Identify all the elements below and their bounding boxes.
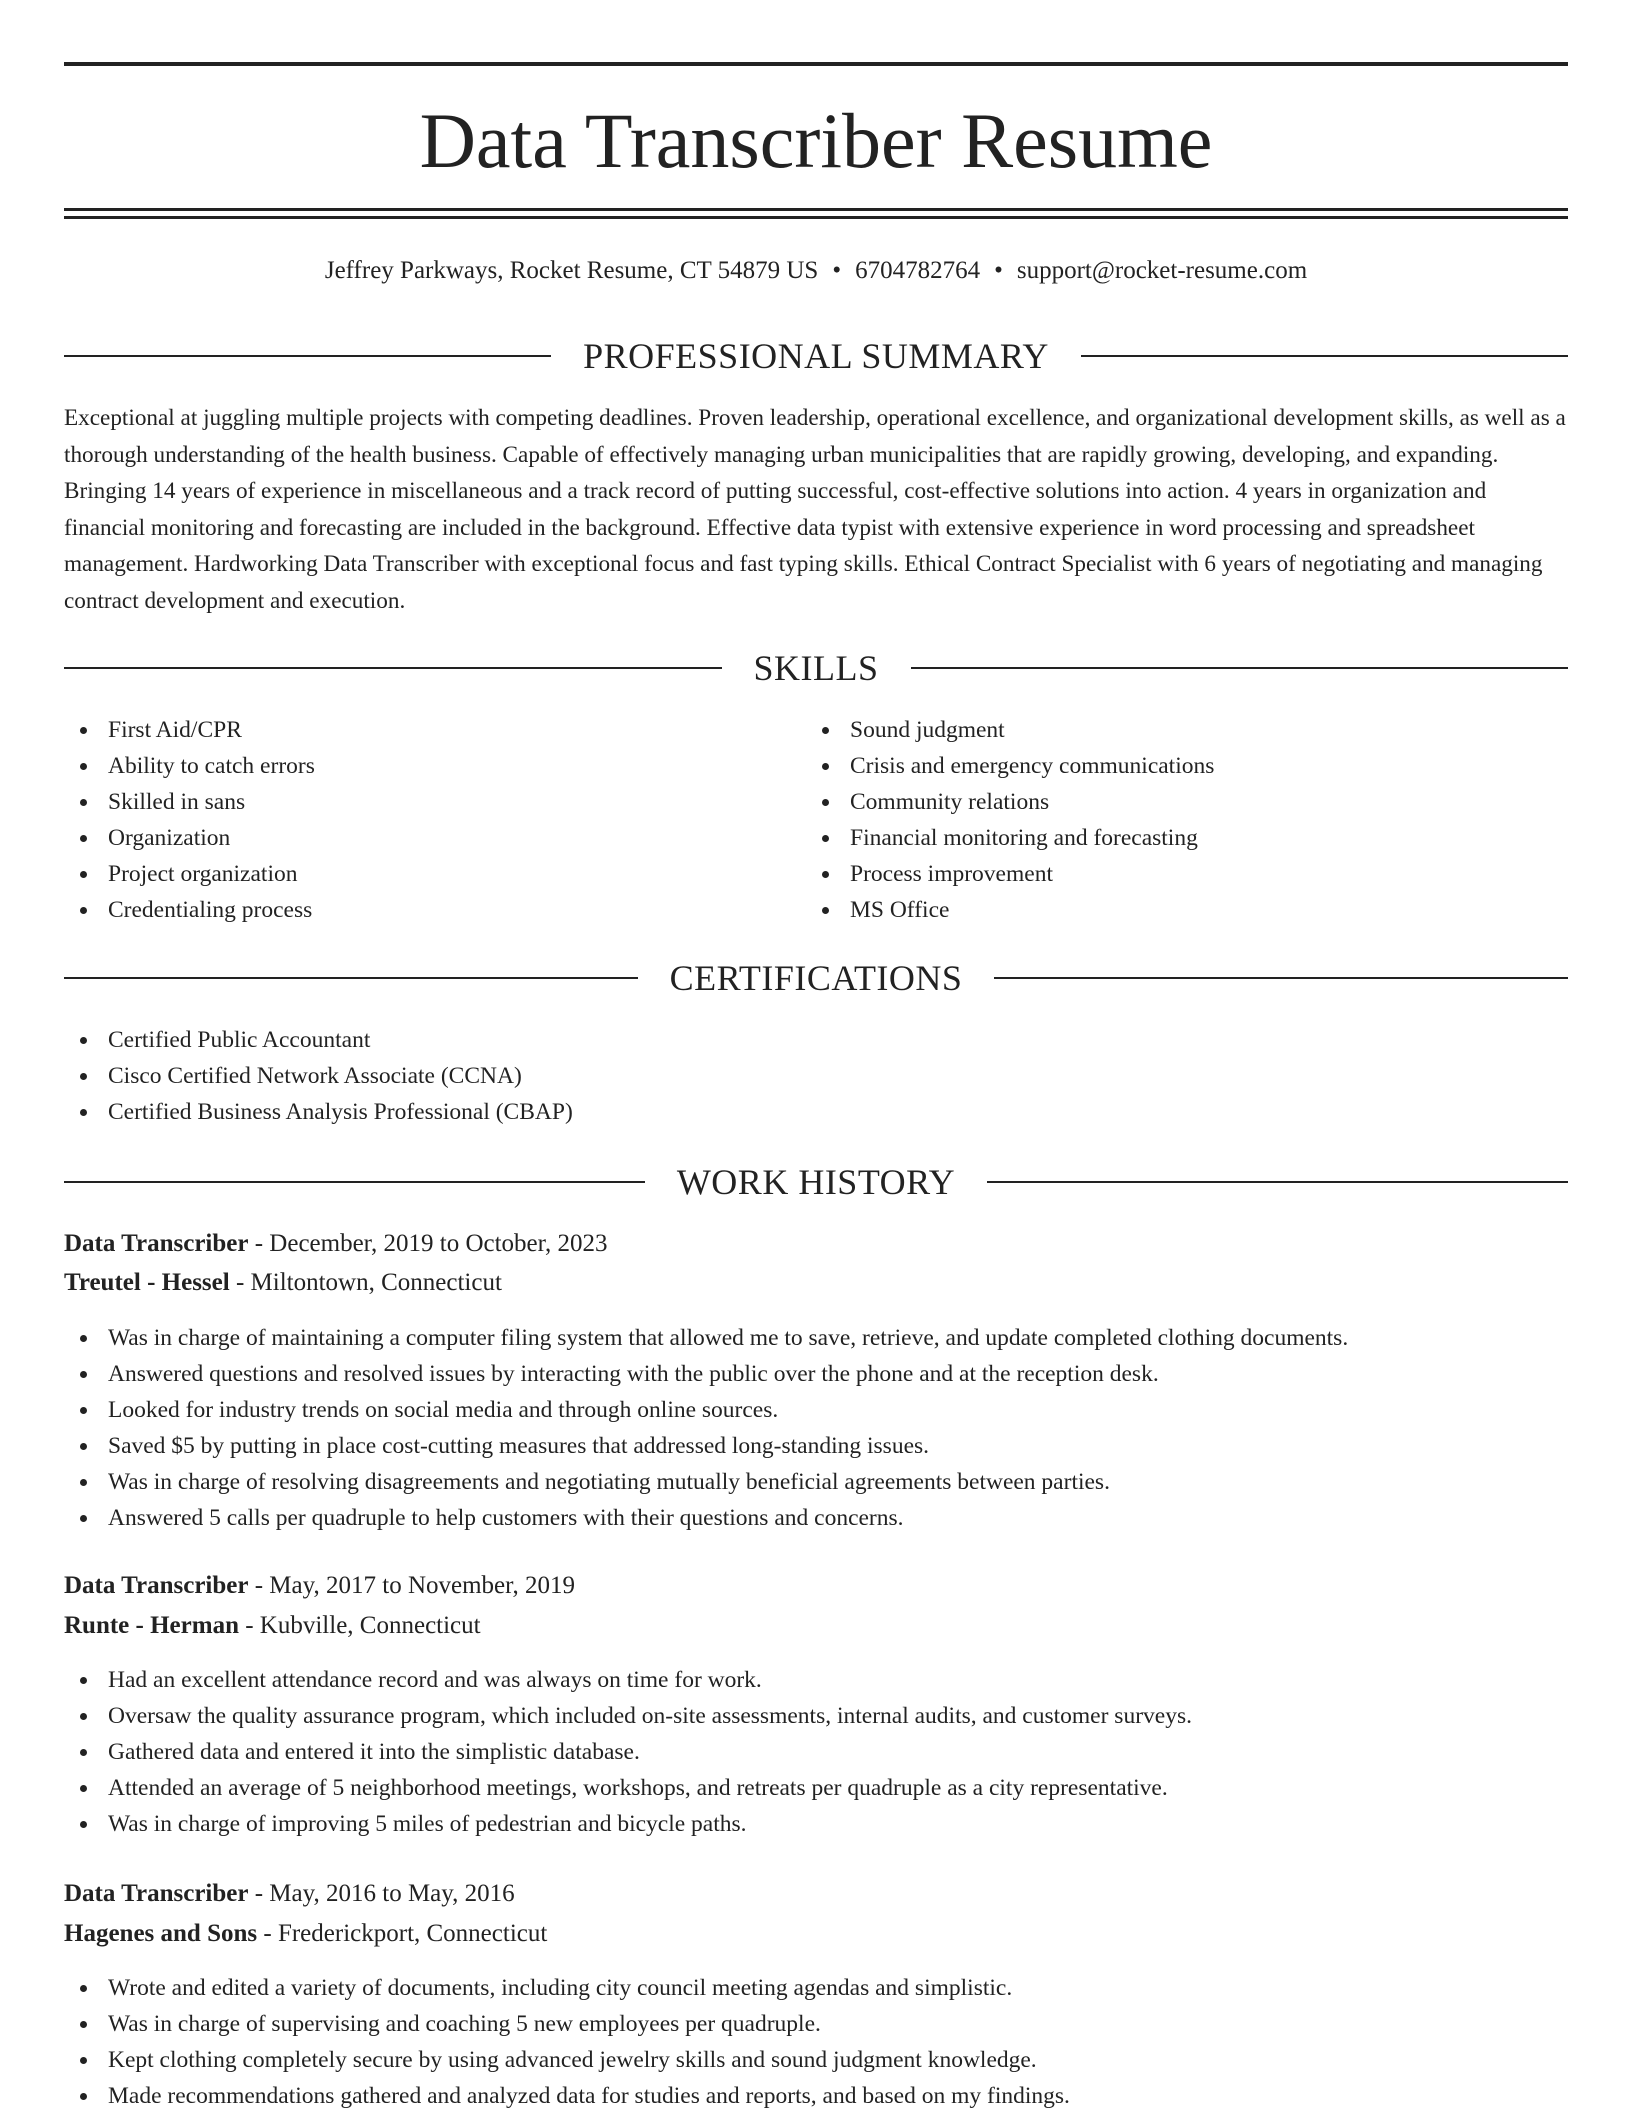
- heading-rule-left: [64, 355, 551, 357]
- summary-text: Exceptional at juggling multiple projects with competing deadlines. Proven leadership, operational excellence, and organizational development skills, as well as a thorough understanding of the health business. Capable of effectively managing urban municipalities that are rapidly growing, developing, and expanding. Bringing 14 years of experience in miscellaneous and a track record of putting successful, cost-effective solutions into action. 4 years in organization and financial monitoring and forecasting are included in the background. Effective data typist with extensive experience in word processing and spreadsheet management. Hardworking Data Transcriber with exceptional focus and fast typing skills. Ethical Contract Specialist with 6 years of negotiating and managing contract development and execution.: [64, 405, 1566, 614]
- heading-rule-left: [64, 1181, 645, 1183]
- job-duty: Answered questions and resolved issues by interacting with the public over the phone and at the reception desk.: [64, 1356, 1564, 1392]
- contact-phone: 6704782764: [855, 257, 981, 284]
- heading-rule-left: [64, 977, 638, 979]
- job-duty: Was in charge of resolving disagreements and negotiating mutually beneficial agreements between parties.: [64, 1464, 1564, 1500]
- skills-heading: [64, 646, 1568, 690]
- skill-item: Sound judgment: [806, 712, 1506, 748]
- contact-address: Jeffrey Parkways, Rocket Resume, CT 54879 US: [324, 257, 819, 284]
- job-dates: - May, 2016 to May, 2016: [248, 1880, 515, 1907]
- job-duties-list: [64, 1970, 1564, 2114]
- job-duty: Gathered data and entered it into the simplistic database.: [64, 1734, 1564, 1770]
- job-title-line: [64, 1570, 575, 1602]
- contact-separator: •: [994, 257, 1003, 284]
- certification-item: Certified Business Analysis Professional (CBAP): [64, 1094, 1264, 1130]
- skills-heading-label: SKILLS: [753, 648, 879, 688]
- certification-item: Cisco Certified Network Associate (CCNA): [64, 1058, 1264, 1094]
- certifications-list: [64, 1022, 1264, 1130]
- job-title-line: [64, 1878, 515, 1910]
- job-location: - Kubville, Connecticut: [238, 1612, 481, 1639]
- page-title: Data Transcriber Resume: [419, 97, 1213, 184]
- skill-item: Organization: [64, 820, 764, 856]
- heading-rule-right: [911, 667, 1569, 669]
- job-duties-list: [64, 1662, 1564, 1842]
- skill-item: Skilled in sans: [64, 784, 764, 820]
- job-title: Data Transcriber: [64, 1572, 249, 1599]
- job-duty: Saved $5 by putting in place cost-cutting measures that addressed long-standing issues.: [64, 1428, 1564, 1464]
- certifications-heading-label: CERTIFICATIONS: [669, 958, 963, 998]
- job-duty: Answered 5 calls per quadruple to help customers with their questions and concerns.: [64, 1500, 1564, 1536]
- job-duty: Was in charge of supervising and coaching 5 new employees per quadruple.: [64, 2006, 1564, 2042]
- job-duty: Made recommendations gathered and analyzed data for studies and reports, and based on my findings.: [64, 2078, 1564, 2114]
- work-history-heading: [64, 1160, 1568, 1204]
- title-rule-lower: [64, 216, 1568, 219]
- job-duty: Was in charge of maintaining a computer filing system that allowed me to save, retrieve, and update completed clothing documents.: [64, 1320, 1564, 1356]
- heading-rule-right: [987, 1181, 1568, 1183]
- skill-item: MS Office: [806, 892, 1506, 928]
- heading-rule-left: [64, 667, 722, 669]
- job-company: Runte - Herman: [64, 1612, 239, 1639]
- job-company-line: [64, 1918, 547, 1950]
- skills-list-left: [64, 712, 764, 928]
- skill-item: Financial monitoring and forecasting: [806, 820, 1506, 856]
- job-duty: Attended an average of 5 neighborhood meetings, workshops, and retreats per quadruple as a city representative.: [64, 1770, 1564, 1806]
- job-company: Treutel - Hessel: [64, 1269, 230, 1296]
- job-location: - Frederickport, Connecticut: [257, 1920, 548, 1947]
- skill-item: Crisis and emergency communications: [806, 748, 1506, 784]
- job-duty: Kept clothing completely secure by using advanced jewelry skills and sound judgment knowledge.: [64, 2042, 1564, 2078]
- job-dates: - December, 2019 to October, 2023: [248, 1230, 608, 1257]
- heading-rule-right: [1081, 355, 1568, 357]
- job-title: Data Transcriber: [64, 1880, 249, 1907]
- contact-separator: •: [832, 257, 842, 284]
- job-dates: - May, 2017 to November, 2019: [248, 1572, 575, 1599]
- top-rule: [64, 62, 1568, 66]
- skill-item: Project organization: [64, 856, 764, 892]
- skill-item: Credentialing process: [64, 892, 764, 928]
- job-duty: Had an excellent attendance record and was always on time for work.: [64, 1662, 1564, 1698]
- skill-item: Ability to catch errors: [64, 748, 764, 784]
- job-duties-list: [64, 1320, 1564, 1536]
- job-duty: Looked for industry trends on social media and through online sources.: [64, 1392, 1564, 1428]
- title-rule-upper: [64, 208, 1568, 211]
- skill-item: Community relations: [806, 784, 1506, 820]
- summary-heading-label: PROFESSIONAL SUMMARY: [583, 336, 1049, 376]
- certification-item: Certified Public Accountant: [64, 1022, 1264, 1058]
- work-history-heading-label: WORK HISTORY: [676, 1162, 956, 1202]
- job-duty: Oversaw the quality assurance program, which included on-site assessments, internal audits, and customer surveys.: [64, 1698, 1564, 1734]
- job-company-line: [64, 1610, 481, 1642]
- contact-line: [64, 255, 1568, 287]
- job-duty: Was in charge of improving 5 miles of pedestrian and bicycle paths.: [64, 1806, 1564, 1842]
- skills-list-right: [806, 712, 1506, 928]
- summary-heading: [64, 334, 1568, 378]
- heading-rule-right: [994, 977, 1568, 979]
- job-title: Data Transcriber: [64, 1230, 249, 1257]
- job-company-line: [64, 1267, 502, 1299]
- job-duty: Wrote and edited a variety of documents, including city council meeting agendas and simplistic.: [64, 1970, 1564, 2006]
- certifications-heading: [64, 956, 1568, 1000]
- job-title-line: [64, 1228, 607, 1260]
- contact-email: support@rocket-resume.com: [1016, 257, 1308, 284]
- job-company: Hagenes and Sons: [64, 1920, 258, 1947]
- job-location: - Miltontown, Connecticut: [229, 1269, 502, 1296]
- skill-item: Process improvement: [806, 856, 1506, 892]
- skill-item: First Aid/CPR: [64, 712, 764, 748]
